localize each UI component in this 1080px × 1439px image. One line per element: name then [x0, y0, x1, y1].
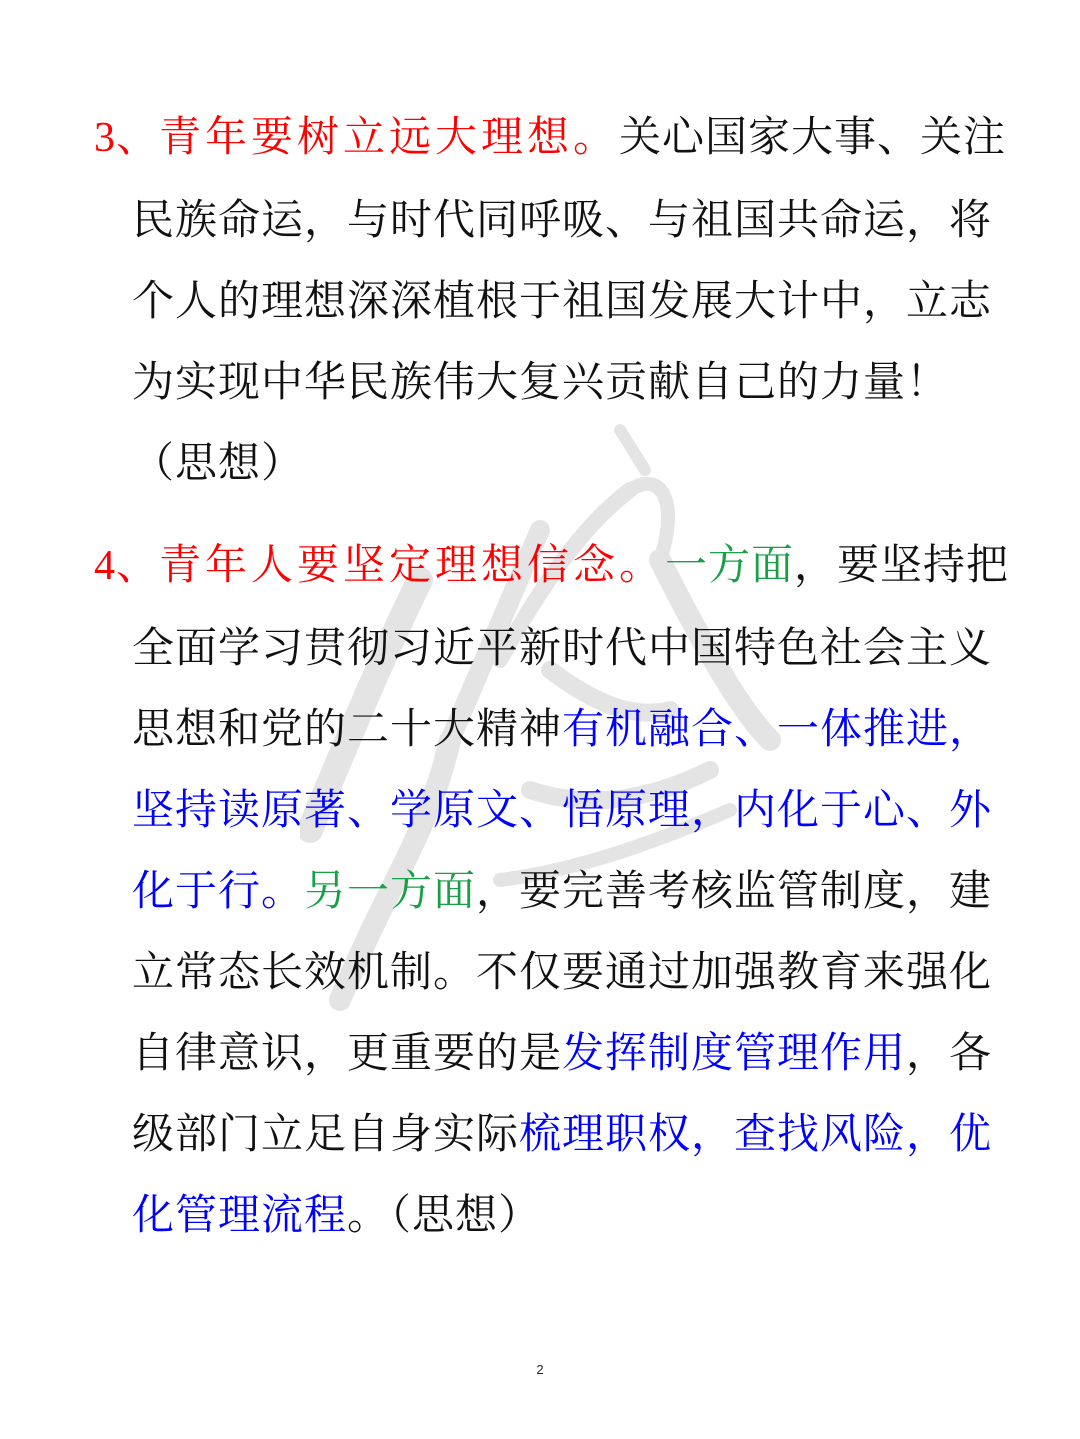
highlight-green: 另一方面 [304, 866, 477, 915]
paragraph-4 [94, 524, 1028, 1255]
paragraph-number: 3、 [94, 115, 160, 161]
paragraph-heading: 青年要树立远大理想。 [159, 112, 620, 161]
body-text: 。（思想） [347, 1190, 542, 1239]
highlight-blue: 梳理职权，查找风险，优化管理流程 [132, 1109, 993, 1239]
body-text: ，要坚持把全面学习贯彻习近平新时代中国特色社会主义思想和党的二十大精神 [132, 540, 1010, 753]
paragraph-heading: 青年人要坚定理想信念。 [159, 540, 666, 589]
highlight-green: 一方面 [665, 540, 795, 589]
page-number: 2 [536, 1362, 544, 1377]
paragraph-number: 4、 [94, 543, 160, 589]
highlight-blue: 发挥制度管理作用 [562, 1028, 907, 1077]
highlight-blue: 有机融合、一体推进，坚持读原著、学原文、悟原理，内化于心、外化于行。 [132, 704, 993, 915]
paragraph-body: 关心国家大事、关注民族命运，与时代同呼吸、与祖国共命运，将个人的理想深深植根于祖国发展大计中，立志为实现中华民族伟大复兴贡献自己的力量！（思想） [132, 112, 1007, 487]
body-text: ，各级部门立足自身实际 [132, 1028, 993, 1158]
paragraph-3 [94, 96, 1028, 503]
body-text: ，要完善考核监管制度，建立常态长效机制。不仅要通过加强教育来强化自律意识，更重要的是 [132, 866, 993, 1077]
